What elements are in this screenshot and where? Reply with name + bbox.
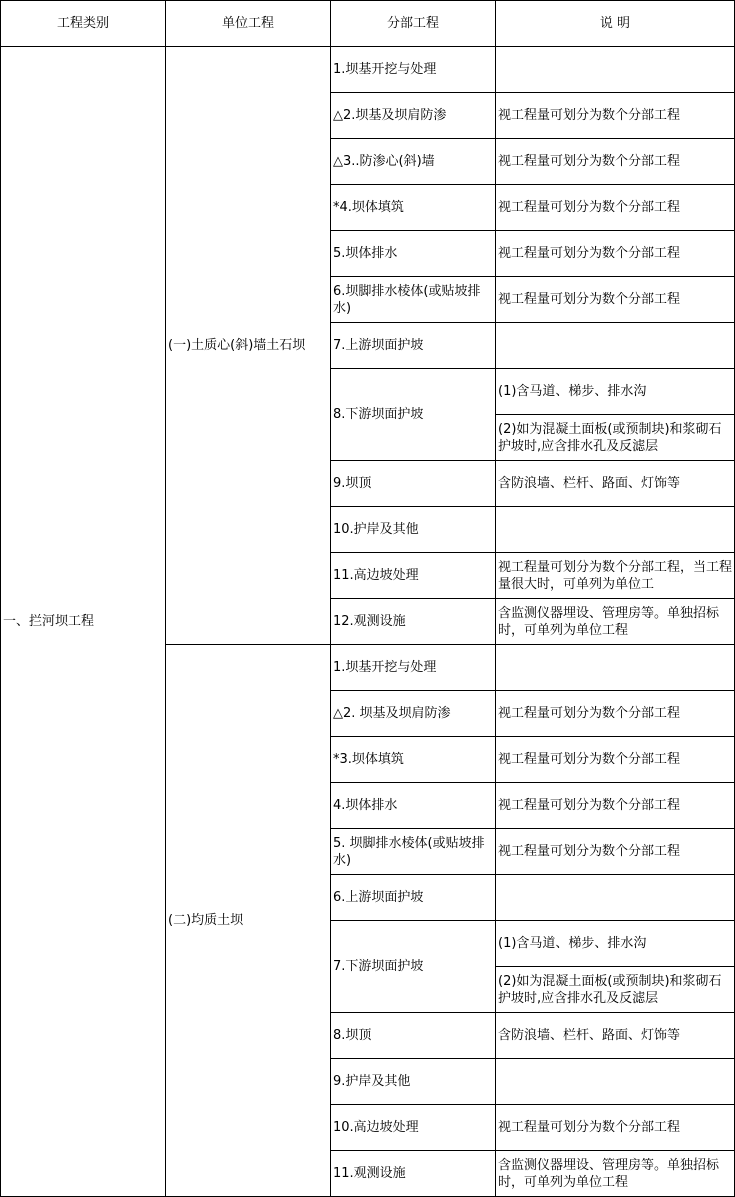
sub-project-cell: 4.坝体排水	[331, 783, 496, 829]
description-cell: (1)含马道、梯步、排水沟	[496, 921, 735, 967]
description-cell: 视工程量可划分为数个分部工程	[496, 829, 735, 875]
sub-project-cell: 11.观测设施	[331, 1151, 496, 1197]
sub-project-cell: △3..防渗心(斜)墙	[331, 139, 496, 185]
table-row	[1, 47, 735, 93]
description-cell: (2)如为混凝土面板(或预制块)和浆砌石护坡时,应含排水孔及反滤层	[496, 415, 735, 461]
description-cell	[496, 47, 735, 93]
description-cell: 视工程量可划分为数个分部工程	[496, 139, 735, 185]
description-cell	[496, 875, 735, 921]
unit-project-cell: (一)土质心(斜)墙土石坝	[166, 47, 331, 645]
sub-project-cell: 6.坝脚排水棱体(或贴坡排水)	[331, 277, 496, 323]
sub-project-cell: 1.坝基开挖与处理	[331, 645, 496, 691]
unit-project-cell: (二)均质土坝	[166, 645, 331, 1197]
description-cell	[496, 645, 735, 691]
sub-project-cell: 5. 坝脚排水棱体(或贴坡排水)	[331, 829, 496, 875]
header-category: 工程类别	[1, 1, 166, 47]
sub-project-cell: 10.护岸及其他	[331, 507, 496, 553]
table-header-row	[1, 1, 735, 47]
description-cell: 视工程量可划分为数个分部工程	[496, 691, 735, 737]
sub-project-cell: 8.下游坝面护坡	[331, 369, 496, 461]
sub-project-cell: *4.坝体填筑	[331, 185, 496, 231]
description-cell: 含监测仪器埋设、管理房等。单独招标时，可单列为单位工程	[496, 599, 735, 645]
sub-project-cell: 12.观测设施	[331, 599, 496, 645]
header-sub-project: 分部工程	[331, 1, 496, 47]
sub-project-cell: △2.坝基及坝肩防渗	[331, 93, 496, 139]
sub-project-cell: 11.高边坡处理	[331, 553, 496, 599]
sub-project-cell: 1.坝基开挖与处理	[331, 47, 496, 93]
description-cell	[496, 323, 735, 369]
header-description: 说 明	[496, 1, 735, 47]
description-cell: 视工程量可划分为数个分部工程	[496, 185, 735, 231]
description-cell: 视工程量可划分为数个分部工程	[496, 231, 735, 277]
sub-project-cell: 8.坝顶	[331, 1013, 496, 1059]
description-cell	[496, 1059, 735, 1105]
description-cell: 含防浪墙、栏杆、路面、灯饰等	[496, 461, 735, 507]
sub-project-cell: 7.上游坝面护坡	[331, 323, 496, 369]
description-cell: 含监测仪器埋设、管理房等。单独招标时，可单列为单位工程	[496, 1151, 735, 1197]
description-cell	[496, 507, 735, 553]
sub-project-cell: *3.坝体填筑	[331, 737, 496, 783]
description-cell: 视工程量可划分为数个分部工程	[496, 277, 735, 323]
category-cell: 一、拦河坝工程	[1, 47, 166, 1197]
description-cell: 视工程量可划分为数个分部工程	[496, 1105, 735, 1151]
sub-project-cell: 6.上游坝面护坡	[331, 875, 496, 921]
sub-project-cell: 9.坝顶	[331, 461, 496, 507]
description-cell: 含防浪墙、栏杆、路面、灯饰等	[496, 1013, 735, 1059]
sub-project-cell: 9.护岸及其他	[331, 1059, 496, 1105]
description-cell: 视工程量可划分为数个分部工程	[496, 783, 735, 829]
header-unit-project: 单位工程	[166, 1, 331, 47]
sub-project-cell: 5.坝体排水	[331, 231, 496, 277]
sub-project-cell: 7.下游坝面护坡	[331, 921, 496, 1013]
sub-project-cell: △2. 坝基及坝肩防渗	[331, 691, 496, 737]
description-cell: (1)含马道、梯步、排水沟	[496, 369, 735, 415]
description-cell: (2)如为混凝土面板(或预制块)和浆砌石护坡时,应含排水孔及反滤层	[496, 967, 735, 1013]
sub-project-cell: 10.高边坡处理	[331, 1105, 496, 1151]
description-cell: 视工程量可划分为数个分部工程，当工程量很大时，可单列为单位工	[496, 553, 735, 599]
description-cell: 视工程量可划分为数个分部工程	[496, 737, 735, 783]
description-cell: 视工程量可划分为数个分部工程	[496, 93, 735, 139]
